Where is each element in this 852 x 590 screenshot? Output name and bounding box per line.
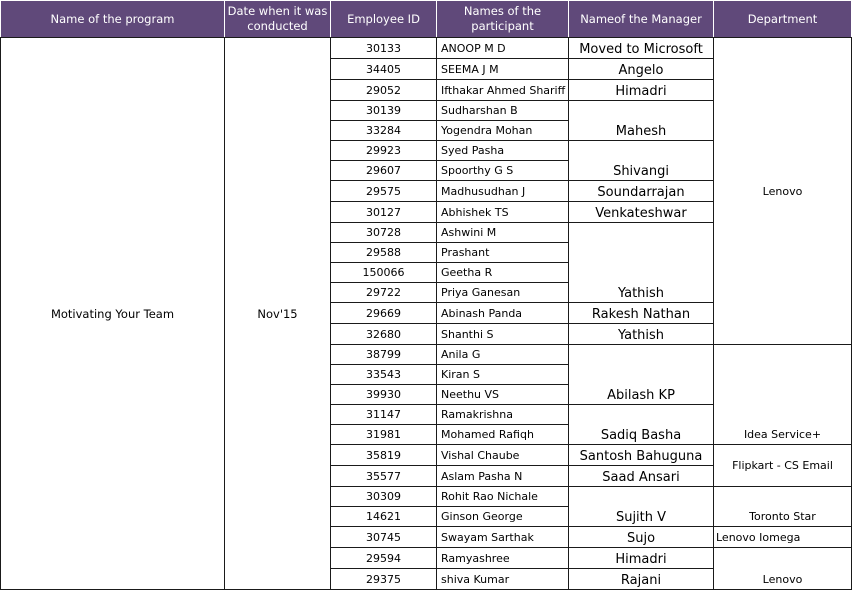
participant-name: shiva Kumar [437, 569, 569, 590]
header-manager: Nameof the Manager [569, 1, 714, 38]
participant-name: Ramakrishna [437, 405, 569, 425]
department-name: Lenovo [714, 38, 852, 345]
employee-id: 32680 [331, 324, 437, 345]
manager-name: Sadiq Basha [569, 405, 714, 445]
employee-id: 33284 [331, 121, 437, 141]
table-row [1, 38, 852, 59]
employee-id: 38799 [331, 345, 437, 365]
manager-name: Himadri [569, 548, 714, 569]
participant-name: ANOOP M D [437, 38, 569, 59]
participant-name: Neethu VS [437, 385, 569, 405]
participant-name: Sudharshan B [437, 101, 569, 121]
participant-name: Shanthi S [437, 324, 569, 345]
employee-id: 33543 [331, 365, 437, 385]
employee-id: 30139 [331, 101, 437, 121]
manager-name: Himadri [569, 80, 714, 101]
participant-name: Priya Ganesan [437, 283, 569, 303]
employee-id: 39930 [331, 385, 437, 405]
manager-name: Mahesh [569, 101, 714, 141]
participant-name: SEEMA J M [437, 59, 569, 80]
manager-name: Moved to Microsoft [569, 38, 714, 59]
employee-id: 30745 [331, 527, 437, 548]
participant-name: Ifthakar Ahmed Shariff [437, 80, 569, 101]
manager-name: Rakesh Nathan [569, 303, 714, 324]
manager-name: Venkateshwar [569, 202, 714, 223]
manager-name: Angelo [569, 59, 714, 80]
employee-id: 150066 [331, 263, 437, 283]
employee-id: 29588 [331, 243, 437, 263]
participant-name: Prashant [437, 243, 569, 263]
employee-id: 35577 [331, 466, 437, 487]
employee-id: 29375 [331, 569, 437, 590]
employee-id: 34405 [331, 59, 437, 80]
participant-name: Ginson George [437, 507, 569, 527]
manager-name: Sujo [569, 527, 714, 548]
manager-name: Soundarrajan [569, 181, 714, 202]
participant-name: Abinash Panda [437, 303, 569, 324]
employee-id: 29052 [331, 80, 437, 101]
employee-id: 30127 [331, 202, 437, 223]
employee-id: 29594 [331, 548, 437, 569]
header-participant: Names of the participant [437, 1, 569, 38]
employee-id: 35819 [331, 445, 437, 466]
participant-name: Madhusudhan J [437, 181, 569, 202]
manager-name: Rajani [569, 569, 714, 590]
header-department: Department [714, 1, 852, 38]
participant-name: Kiran S [437, 365, 569, 385]
department-name: Toronto Star [714, 487, 852, 527]
participant-name: Anila G [437, 345, 569, 365]
employee-id: 30728 [331, 223, 437, 243]
department-name: Lenovo Iomega [714, 527, 852, 548]
manager-name: Shivangi [569, 141, 714, 181]
participant-name: Yogendra Mohan [437, 121, 569, 141]
participant-name: Geetha R [437, 263, 569, 283]
employee-id: 30133 [331, 38, 437, 59]
participant-name: Syed Pasha [437, 141, 569, 161]
participant-name: Vishal Chaube [437, 445, 569, 466]
department-name: Flipkart - CS Email [714, 445, 852, 487]
conducted-date: Nov'15 [225, 38, 331, 590]
participant-name: Abhishek TS [437, 202, 569, 223]
employee-id: 31981 [331, 425, 437, 445]
header-date: Date when it was conducted [225, 1, 331, 38]
employee-id: 29575 [331, 181, 437, 202]
participant-name: Spoorthy G S [437, 161, 569, 181]
department-name: Lenovo [714, 548, 852, 590]
manager-name: Santosh Bahuguna [569, 445, 714, 466]
employee-id: 29722 [331, 283, 437, 303]
participant-name: Ramyashree [437, 548, 569, 569]
employee-id: 29607 [331, 161, 437, 181]
participant-name: Swayam Sarthak [437, 527, 569, 548]
program-name: Motivating Your Team [1, 38, 225, 590]
header-employee-id: Employee ID [331, 1, 437, 38]
manager-name: Saad Ansari [569, 466, 714, 487]
participant-name: Aslam Pasha N [437, 466, 569, 487]
manager-name: Yathish [569, 223, 714, 303]
employee-id: 14621 [331, 507, 437, 527]
header-row [1, 1, 852, 38]
employee-id: 29923 [331, 141, 437, 161]
employee-id: 30309 [331, 487, 437, 507]
participant-name: Ashwini M [437, 223, 569, 243]
header-program: Name of the program [1, 1, 225, 38]
manager-name: Yathish [569, 324, 714, 345]
department-name: Idea Service+ [714, 345, 852, 445]
manager-name: Abilash KP [569, 345, 714, 405]
participant-name: Rohit Rao Nichale [437, 487, 569, 507]
manager-name: Sujith V [569, 487, 714, 527]
employee-id: 29669 [331, 303, 437, 324]
employee-id: 31147 [331, 405, 437, 425]
participant-name: Mohamed Rafiqh [437, 425, 569, 445]
